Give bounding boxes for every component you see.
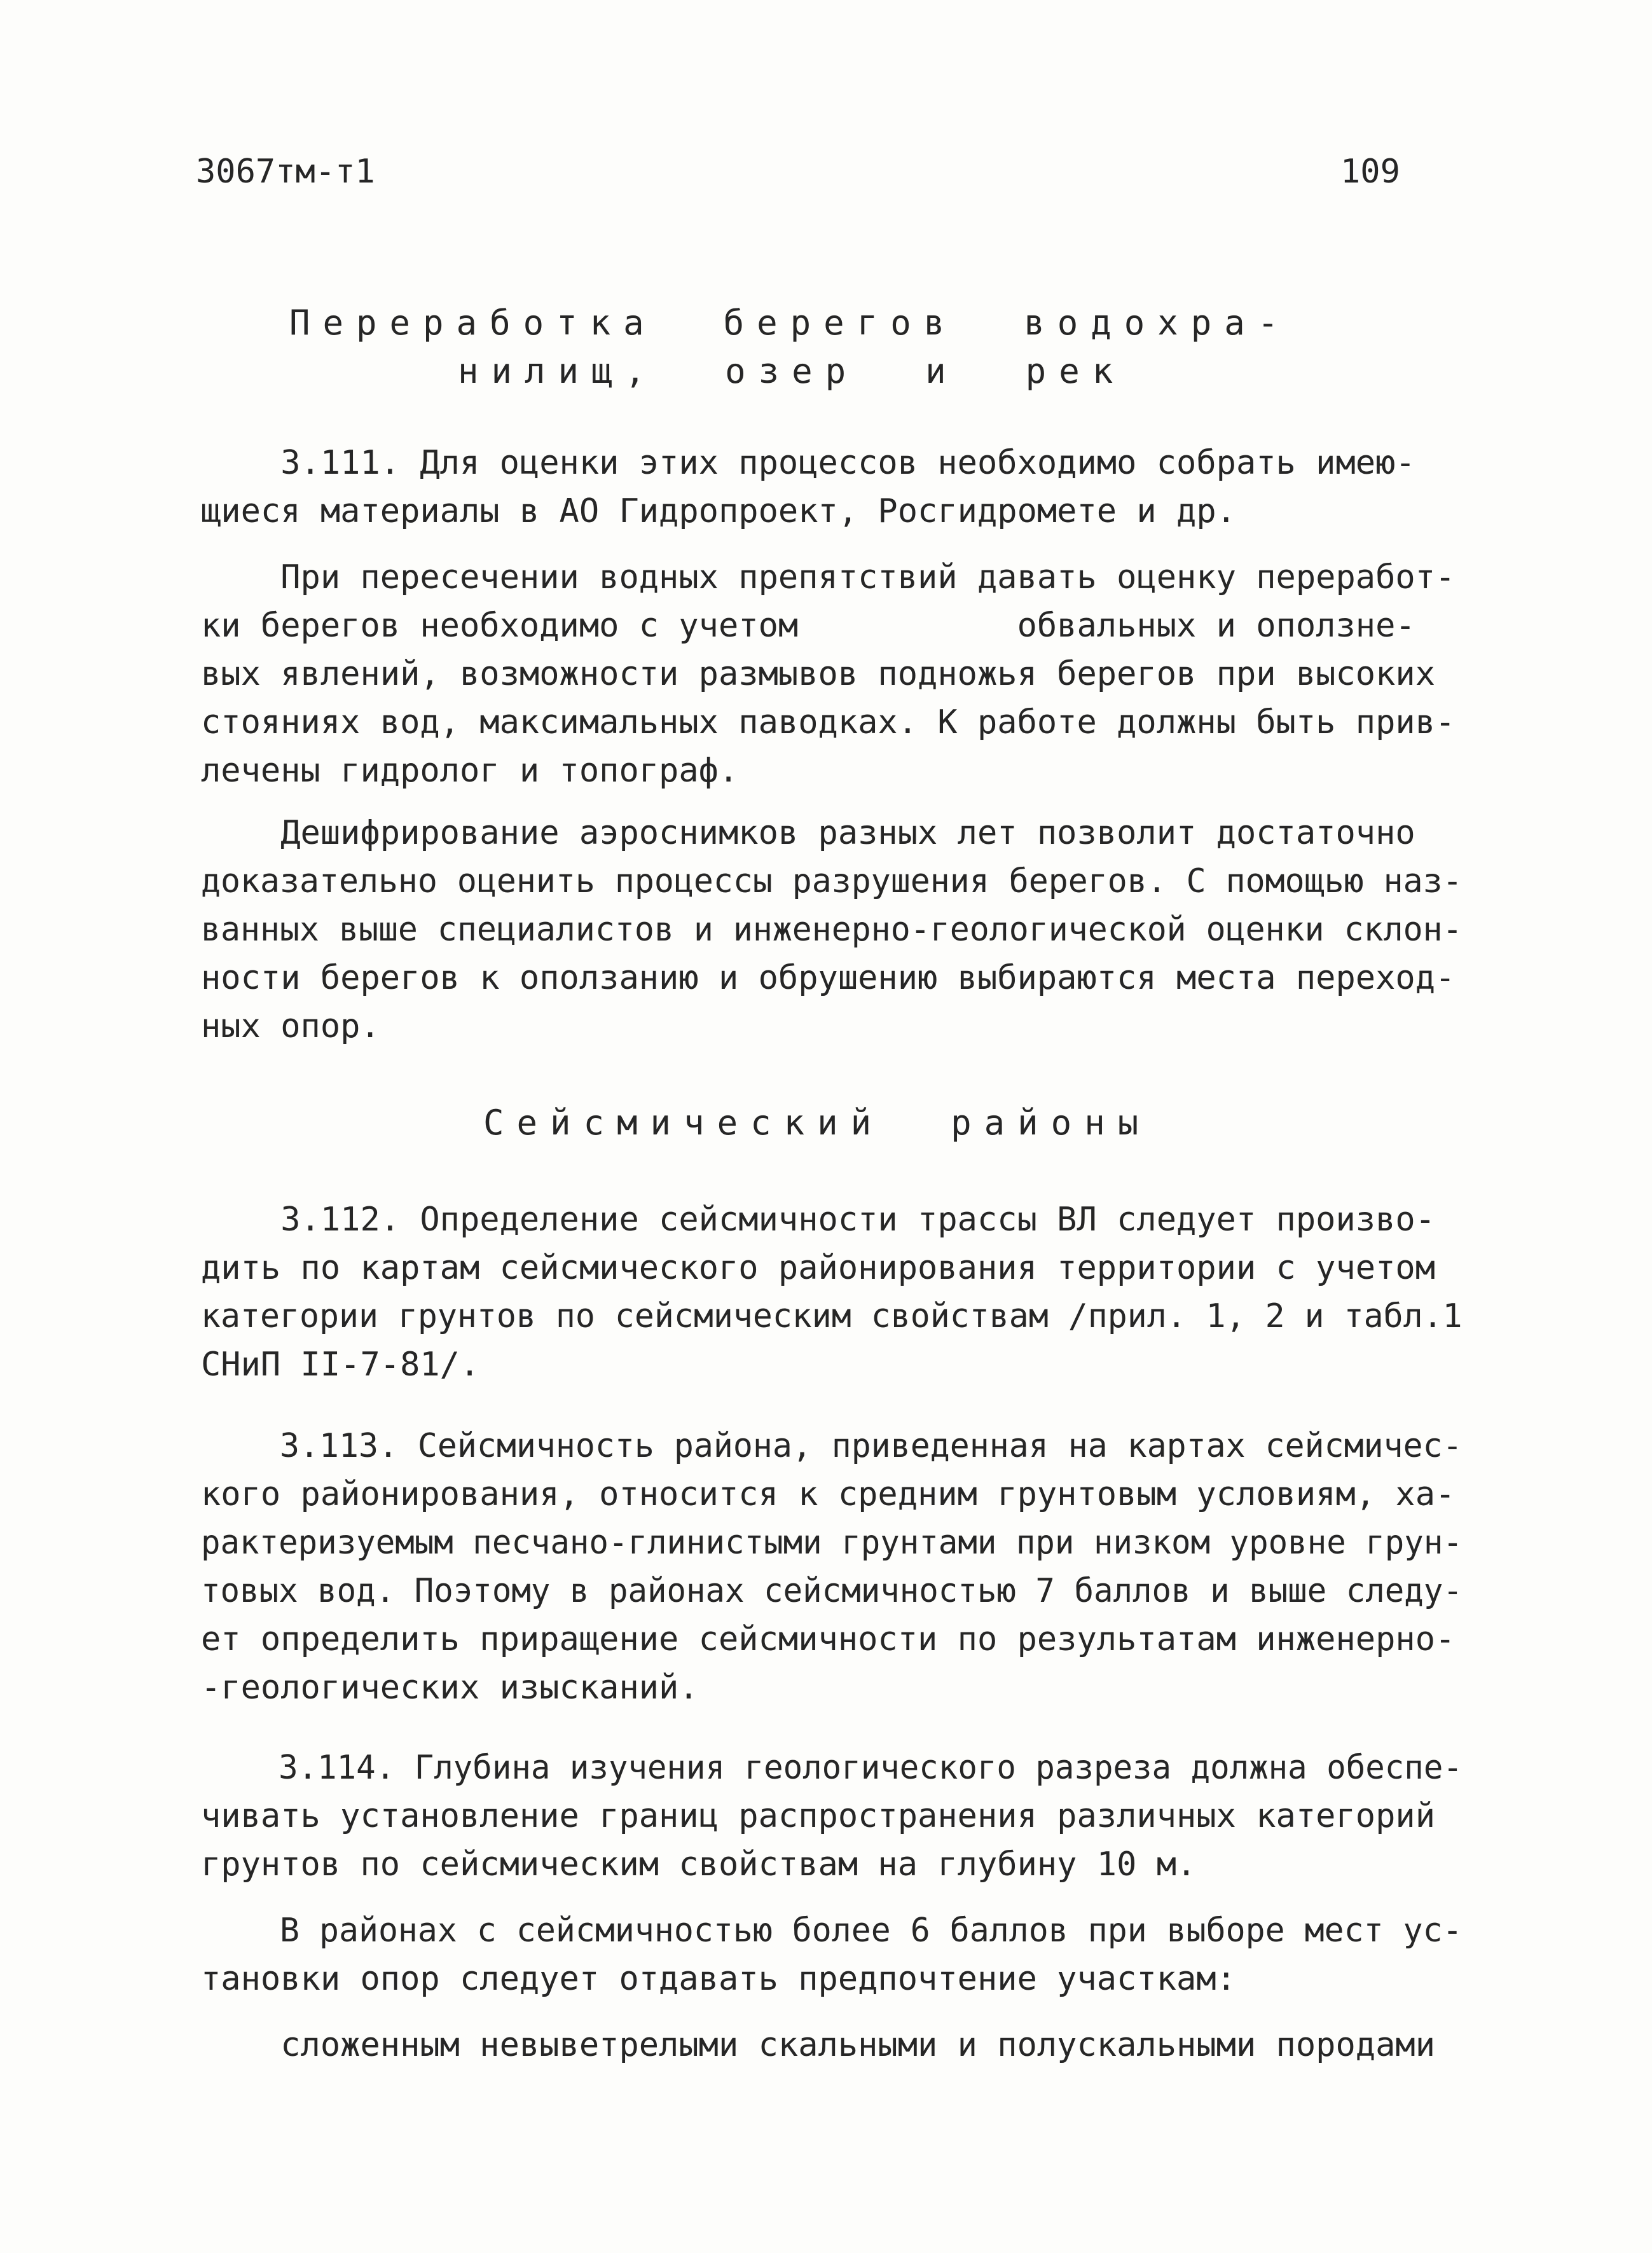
text-line: грунтов по сейсмическим свойствам на глубину 10 м. (201, 1845, 1197, 1884)
text-line: вых явлений, возможности размывов подножья берегов при высоких (201, 655, 1436, 693)
section-title-line-1: Переработка берегов водохра- (289, 303, 1291, 343)
text-line: ет определить приращение сейсмичности по результатам инженерно- (201, 1620, 1456, 1658)
text-line: рактеризуемым песчано-глинистыми грунтами при низком уровне грун- (201, 1524, 1463, 1562)
document-code: 3067тм-т1 (196, 153, 375, 191)
text-line: Дешифрирование аэроснимков разных лет позволит достаточно (201, 814, 1415, 852)
text-line: 3.112. Определение сейсмичности трассы ВЛ следует произво- (201, 1201, 1436, 1239)
text-line: ности берегов к оползанию и обрушению выбираются места переход- (201, 959, 1456, 997)
text-line: сложенным невыветрелыми скальными и полускальными породами (201, 2026, 1436, 2064)
text-line: кого районирования, относится к средним грунтовым условиям, ха- (201, 1475, 1456, 1513)
text-line: ных опор. (201, 1007, 380, 1045)
section-title-seismic: Сейсмический районы (483, 1103, 1152, 1143)
text-line: СНиП II-7-81/. (201, 1346, 480, 1384)
text-line: При пересечении водных препятствий давать оценку переработ- (201, 558, 1456, 596)
text-line: лечены гидролог и топограф. (201, 752, 739, 790)
text-line: В районах с сейсмичностью более 6 баллов при выборе мест ус- (201, 1912, 1463, 1950)
text-line: доказательно оценить процессы разрушения берегов. С помощью наз- (201, 862, 1463, 900)
text-line: категории грунтов по сейсмическим свойствам /прил. 1, 2 и табл.1 (201, 1297, 1463, 1335)
text-line: дить по картам сейсмического районирования территории с учетом (201, 1249, 1436, 1287)
text-line: чивать установление границ распространения различных категорий (201, 1797, 1436, 1835)
text-line: ки берегов необходимо с учетом обвальных и оползне- (201, 607, 1415, 645)
text-line: щиеся материалы в АО Гидропроект, Росгидромете и др. (201, 492, 1236, 530)
text-line: товых вод. Поэтому в районах сейсмичностью 7 баллов и выше следу- (201, 1572, 1463, 1610)
text-line: 3.113. Сейсмичность района, приведенная на картах сейсмичес- (201, 1427, 1463, 1465)
text-line: ванных выше специалистов и инженерно-геологической оценки склон- (201, 911, 1463, 949)
text-line: -геологических изысканий. (201, 1669, 699, 1707)
section-title-line-2: нилищ, озер и рек (458, 351, 1126, 391)
text-line: 3.114. Глубина изучения геологического разреза должна обеспе- (201, 1749, 1463, 1787)
text-line: стояниях вод, максимальных паводках. К работе должны быть прив- (201, 703, 1456, 741)
text-line: тановки опор следует отдавать предпочтение участкам: (201, 1960, 1236, 1998)
text-line: 3.111. Для оценки этих процессов необходимо собрать имею- (201, 444, 1415, 482)
page-number: 109 (1340, 153, 1400, 191)
